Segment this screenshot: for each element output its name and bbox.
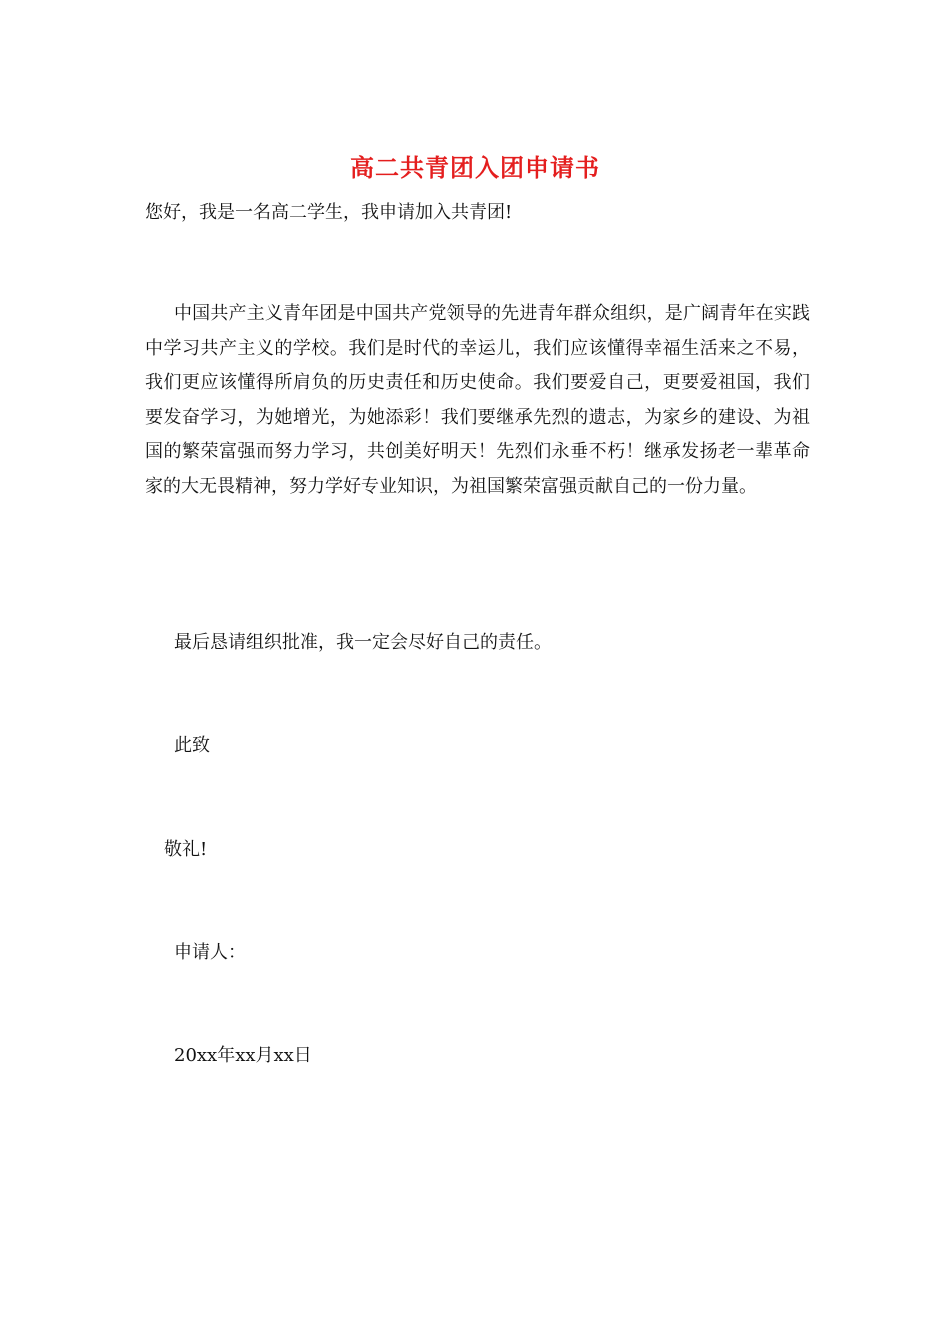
applicant-label: 申请人： (174, 942, 246, 963)
date-line: 20xx年xx月xx日 (174, 1045, 312, 1066)
document-title: 高二共青团入团申请书 (350, 153, 600, 182)
body-paragraph: 中国共产主义青年团是中国共产党领导的先进青年群众组织，是广阔青年在实践中学习共产主义的学校。我们是时代的幸运儿，我们应该懂得幸福生活来之不易，我们更应该懂得所肩负的历史责任和历史使命。我们要爱自己，更要爱祖国，我们要发奋学习，为她增光，为她添彩！我们要继承先烈的遗志，为家乡的建设、为祖国的繁荣富强而努力学习，共创美好明天！先烈们永垂不朽！继承发扬老一辈革命家的大无畏精神，努力学好专业知识，为祖国繁荣富强贡献自己的一份力量。 (145, 303, 810, 497)
salutation-cizhi: 此致 (174, 735, 210, 756)
salutation-jingli: 敬礼! (164, 839, 208, 860)
closing-line: 最后恳请组织批准，我一定会尽好自己的责任。 (174, 632, 552, 653)
greeting-line: 您好，我是一名高二学生，我申请加入共青团! (145, 202, 513, 223)
